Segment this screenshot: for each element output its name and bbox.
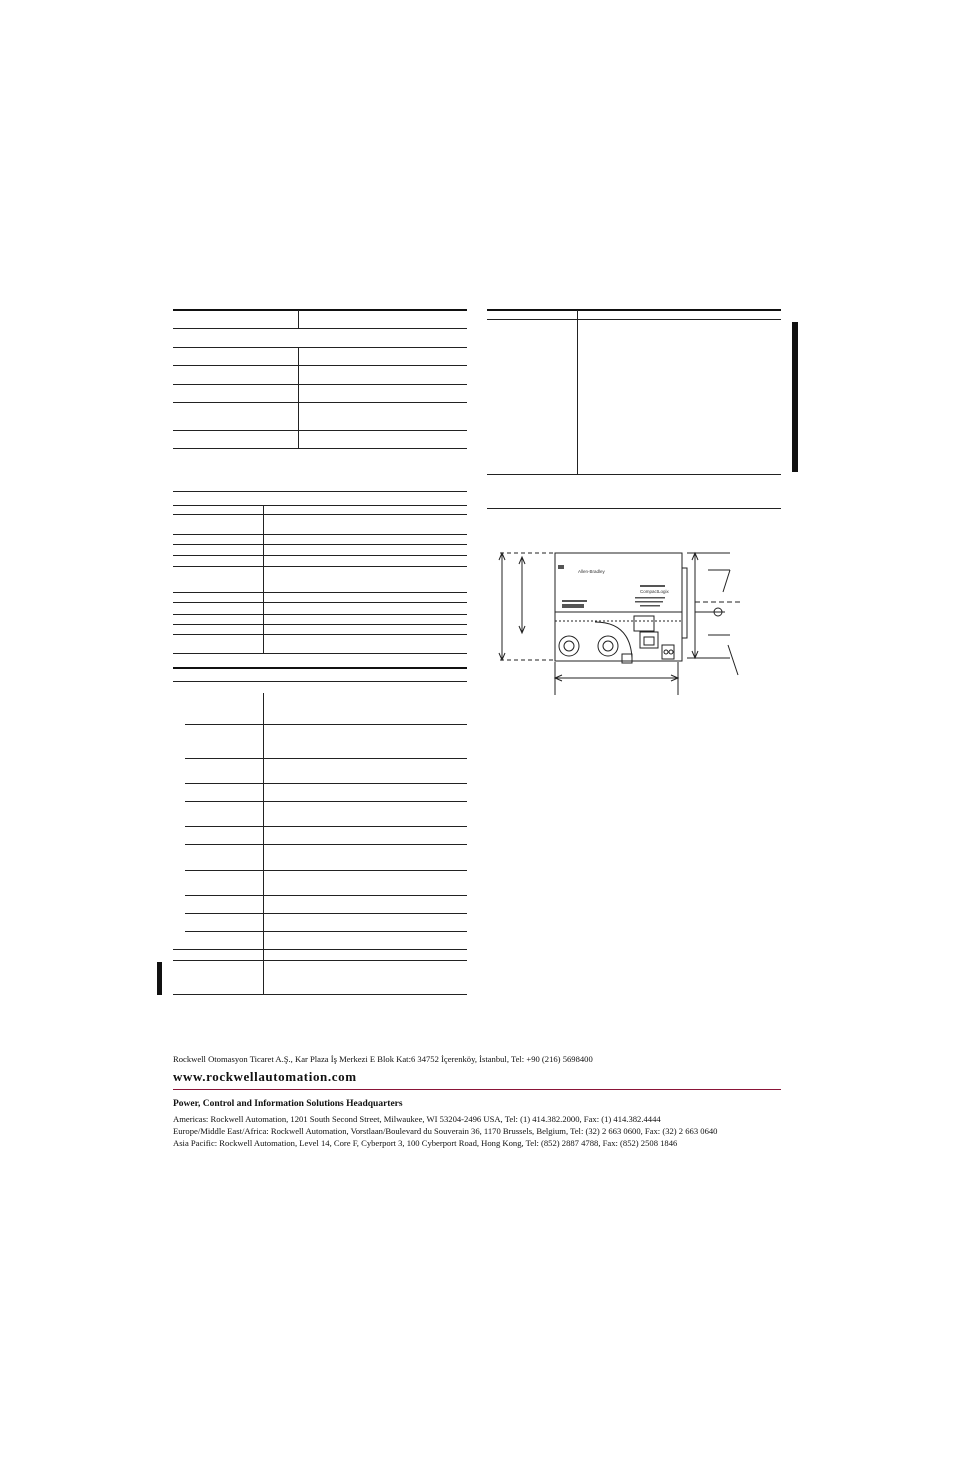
- table-2-row-rule: [173, 555, 467, 556]
- table-2-row-rule: [173, 544, 467, 545]
- table-2-row-rule: [173, 634, 467, 635]
- turkey-office-address: Rockwell Otomasyon Ticaret A.Ş., Kar Plaza İş Merkezi E Blok Kat:6 34752 İçerenköy, İstanbul, Tel: +90 (216) 5698400: [173, 1054, 593, 1064]
- table-3-row-rule: [185, 931, 467, 932]
- table-4-bottom-rule: [487, 474, 781, 475]
- table-1-bottom-rule: [173, 448, 467, 449]
- table-2-top-rule: [173, 491, 467, 492]
- americas-address: Americas: Rockwell Automation, 1201 South Second Street, Milwaukee, WI 53204-2496 USA, Tel: (1) 414.382.2000, Fax: (1) 414.382.4444: [173, 1114, 661, 1124]
- table-3-bottom-rule: [173, 994, 467, 995]
- table-3-header-rule: [173, 681, 467, 682]
- headquarters-heading: Power, Control and Information Solutions Headquarters: [173, 1099, 403, 1109]
- table-3-row-rule: [173, 960, 467, 961]
- table-3-row-rule: [185, 826, 467, 827]
- table-3-row-rule: [185, 758, 467, 759]
- table-1-row-rule: [173, 365, 467, 366]
- table-3-row-rule: [185, 724, 467, 725]
- table-3-row-rule: [185, 913, 467, 914]
- table-1-col-divider: [298, 348, 299, 448]
- table-3-row-rule: [185, 895, 467, 896]
- table-3-row-rule: [185, 801, 467, 802]
- table-4-top-rule: [487, 309, 781, 311]
- table-2-row-rule: [173, 624, 467, 625]
- table-2-row-rule: [173, 514, 467, 515]
- table-3-row-rule: [185, 783, 467, 784]
- table-2-col-divider: [263, 506, 264, 653]
- table-3-top-rule: [173, 667, 467, 669]
- table-4-header-rule: [487, 319, 781, 320]
- website-link[interactable]: www.rockwellautomation.com: [173, 1069, 357, 1084]
- figure-top-rule: [487, 508, 781, 509]
- table-1-row-rule: [173, 384, 467, 385]
- table-2-row-rule: [173, 614, 467, 615]
- table-1-col-divider: [298, 310, 299, 328]
- table-2-bottom-rule: [173, 653, 467, 654]
- table-2-row-rule: [173, 534, 467, 535]
- table-3-row-rule: [173, 949, 467, 950]
- table-3-row-rule: [185, 844, 467, 845]
- table-1-row-rule: [173, 430, 467, 431]
- table-3-row-rule: [185, 870, 467, 871]
- module-dimension-drawing: [490, 540, 750, 705]
- table-2-row-rule: [173, 592, 467, 593]
- emea-address: Europe/Middle East/Africa: Rockwell Automation, Vorstlaan/Boulevard du Souverain 36, 1170 Brussels, Belgium, Tel: (32) 2 663 0600, Fax: (32) 2 663 0640: [173, 1126, 718, 1136]
- asia-pacific-address: Asia Pacific: Rockwell Automation, Level 14, Core F, Cyberport 3, 100 Cyberport Road, Hong Kong, Tel: (852) 2887 4788, Fax: (852) 2508 1846: [173, 1138, 678, 1148]
- page-tab-marker-left: [157, 962, 162, 995]
- table-2-row-rule: [173, 602, 467, 603]
- table-1-row-rule: [173, 402, 467, 403]
- page-tab-marker-right: [792, 322, 798, 472]
- footer-divider: [173, 1089, 781, 1090]
- table-2-row-rule: [173, 566, 467, 567]
- table-1-top-rule: [173, 309, 467, 311]
- device-brand-label: Allen-Bradley: [578, 569, 605, 574]
- table-4-col-divider: [577, 310, 578, 474]
- device-model-label: CompactLogix: [640, 589, 669, 594]
- table-2-header-rule: [173, 505, 467, 506]
- table-1-row-rule: [173, 328, 467, 329]
- table-1-row-rule: [173, 347, 467, 348]
